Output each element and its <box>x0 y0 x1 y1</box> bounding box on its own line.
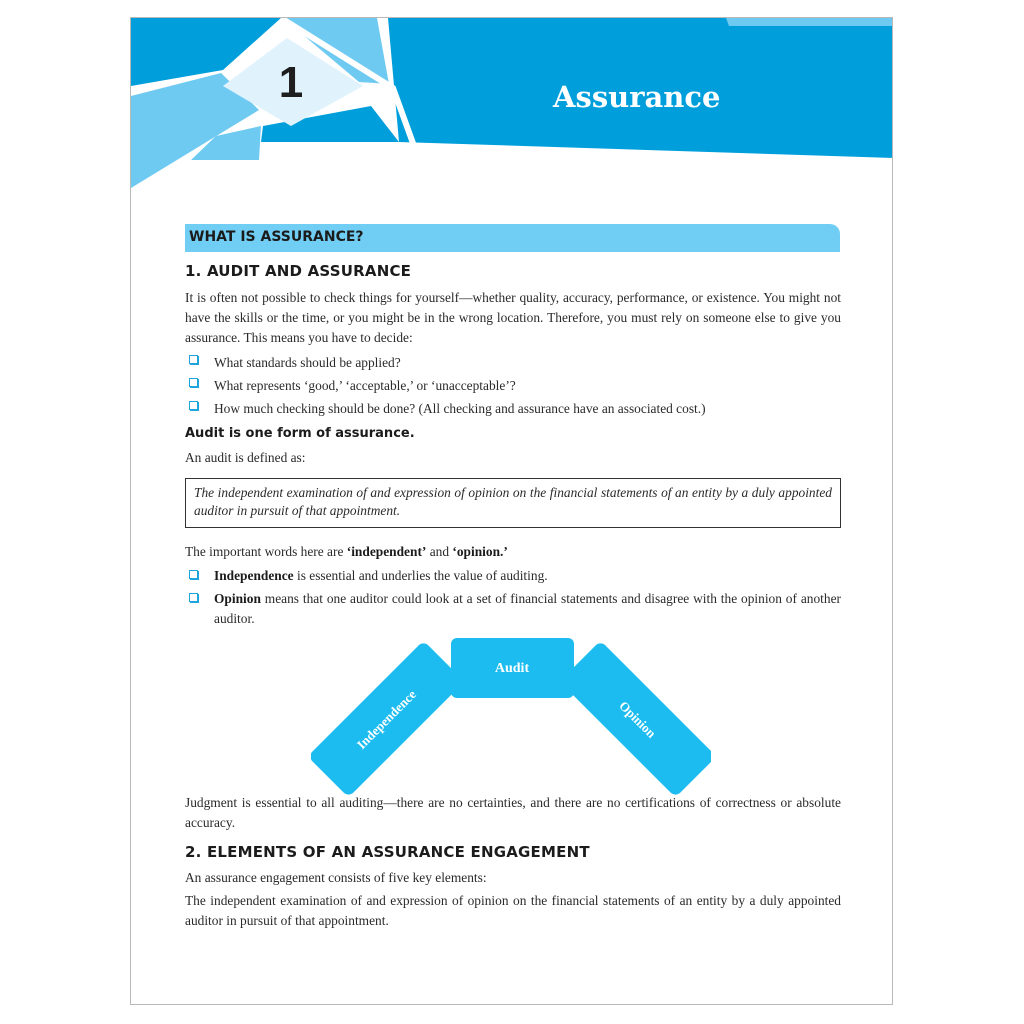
audit-diagram <box>311 633 711 803</box>
list-item <box>185 397 841 420</box>
opinion-label: Opinion <box>616 697 660 741</box>
important-word-independent: ‘independent’ <box>346 544 427 559</box>
chapter-banner <box>131 18 893 218</box>
audit-block <box>451 638 574 698</box>
opinion-block <box>560 641 711 798</box>
important-words-line <box>185 542 841 562</box>
definition-text: The independent examination of and expression of opinion on the financial statements of an entity by a duly appointed auditor in pursuit of that appointment. <box>194 485 832 518</box>
checkbox-bullet-icon <box>189 570 198 579</box>
independence-label: Independence <box>353 686 419 752</box>
key-points-list <box>185 566 841 629</box>
chapter-title: Assurance <box>553 80 721 114</box>
checkbox-bullet-icon <box>189 378 198 387</box>
question-list <box>185 351 841 420</box>
question-text: What standards should be applied? <box>214 355 401 370</box>
audit-label: Audit <box>494 661 530 676</box>
engagement-intro: An assurance engagement consists of five key elements: <box>185 870 487 885</box>
definition-box <box>185 478 841 528</box>
intro-paragraph: It is often not possible to check things for yourself—whether quality, accuracy, performance, or existence. You might not have the skills or the time, or you might be in the wrong location. Therefore, you must rely on someone else to give you assurance. This means you have to decide: <box>185 290 841 345</box>
question-text: What represents ‘good,’ ‘acceptable,’ or ‘unacceptable’? <box>214 378 516 393</box>
section-title-bar <box>185 224 840 252</box>
engagement-paragraph: The independent examination of and expression of opinion on the financial statements of an entity by a duly appointed auditor in pursuit of that appointment. <box>185 893 841 928</box>
judgment-paragraph: Judgment is essential to all auditing—there are no certainties, and there are no certifications of correctness or absolute accuracy. <box>185 795 841 830</box>
important-words-middle: and <box>426 544 453 559</box>
list-item <box>185 589 841 629</box>
question-text: How much checking should be done? (All checking and assurance have an associated cost.) <box>214 401 706 416</box>
banner-light-strip-top <box>726 18 893 26</box>
important-words-prefix: The important words here are <box>185 544 347 559</box>
section-title: WHAT IS ASSURANCE? <box>189 229 364 245</box>
important-word-opinion: ‘opinion.’ <box>452 544 508 559</box>
key-point-term: Independence <box>214 568 294 583</box>
audit-defined-text: An audit is defined as: <box>185 450 306 465</box>
checkbox-bullet-icon <box>189 401 198 410</box>
list-item <box>185 374 841 397</box>
key-point-text: is essential and underlies the value of auditing. <box>293 568 548 583</box>
key-point-text: means that one auditor could look at a set of financial statements and disagree with the opinion of another auditor. <box>214 591 841 626</box>
document-page <box>130 17 893 1005</box>
list-item <box>185 566 841 586</box>
heading-elements-of-engagement: 2. ELEMENTS OF AN ASSURANCE ENGAGEMENT <box>185 843 590 861</box>
list-item <box>185 351 841 374</box>
checkbox-bullet-icon <box>189 355 198 364</box>
audit-subheading: Audit is one form of assurance. <box>185 426 415 441</box>
chapter-number: 1 <box>278 58 304 107</box>
heading-audit-and-assurance: 1. AUDIT AND ASSURANCE <box>185 262 412 280</box>
checkbox-bullet-icon <box>189 593 198 602</box>
independence-block <box>311 641 464 798</box>
key-point-term: Opinion <box>214 591 261 606</box>
